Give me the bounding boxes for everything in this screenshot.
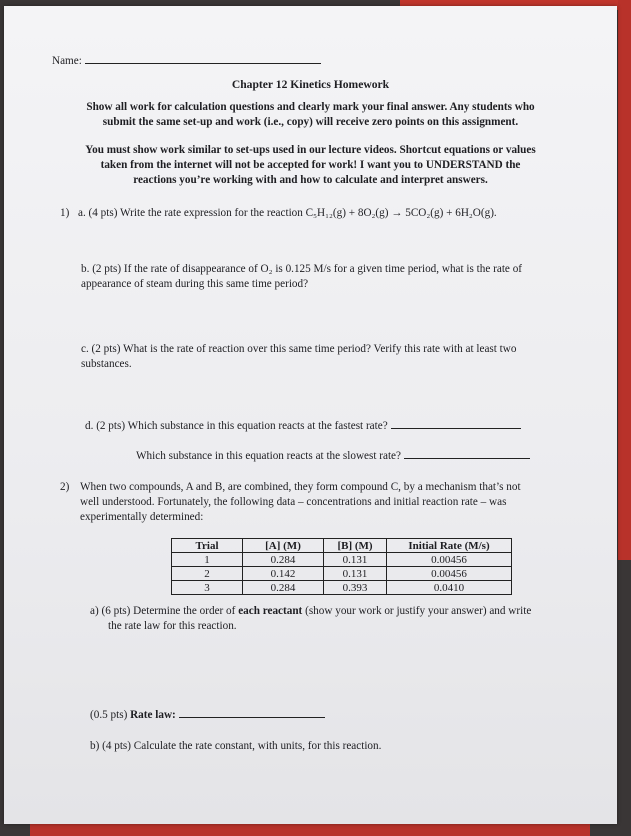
rate-law-points: (0.5 pts) (90, 709, 128, 721)
table-header: [B] (M) (324, 539, 387, 553)
q2a-prefix: a) (6 pts) Determine the order of (90, 605, 236, 617)
q1c-line1: c. (2 pts) What is the rate of reaction over this same time period? Verify this rate with at least two (81, 343, 517, 355)
q1d-fastest (85, 419, 521, 434)
table-cell: 0.142 (243, 567, 324, 581)
instructions-p2-line3: reactions you’re working with and how to calculate and interpret answers. (133, 174, 488, 186)
table-row (172, 581, 512, 595)
instructions-p2-line1: You must show work similar to set-ups used in our lecture videos. Shortcut equations or values (85, 144, 536, 156)
table-cell: 0.131 (324, 553, 387, 567)
background-red-edge-right (618, 0, 631, 560)
instructions-p1-line1: Show all work for calculation questions and clearly mark your final answer. Any students who (86, 101, 535, 113)
q2-number: 2) (60, 481, 70, 493)
rate-law-field (90, 708, 325, 723)
q1c-line2: substances. (81, 358, 132, 370)
table-cell: 0.284 (243, 553, 324, 567)
q2a-line1 (90, 604, 531, 619)
table-cell: 0.284 (243, 581, 324, 595)
table-header-row (172, 539, 512, 553)
table-cell: 2 (172, 567, 243, 581)
q1d-line2: Which substance in this equation reacts at the slowest rate? (136, 450, 401, 462)
q1-number: 1) (60, 207, 70, 219)
table-cell: 0.131 (324, 567, 387, 581)
q2a-suffix: (show your work or justify your answer) and write (305, 605, 532, 617)
q1b-line1: b. (2 pts) If the rate of disappearance of O₂ is 0.125 M/s for a given time period, what is the rate of (81, 263, 523, 275)
q1d-slowest (136, 449, 530, 464)
instructions-p2-line2: taken from the internet will not be accepted for work! I want you to UNDERSTAND the (100, 159, 521, 171)
q2-intro-line3: experimentally determined: (80, 511, 204, 523)
table-cell: 0.00456 (387, 553, 512, 567)
table-header: [A] (M) (243, 539, 324, 553)
table-cell: 3 (172, 581, 243, 595)
table-row (172, 567, 512, 581)
rate-law-blank[interactable] (179, 717, 325, 718)
kinetics-data-table (171, 538, 512, 595)
page-title: Chapter 12 Kinetics Homework (231, 78, 390, 91)
table-cell: 0.0410 (387, 581, 512, 595)
q2-intro-line1: When two compounds, A and B, are combined, they form compound C, by a mechanism that’s not (80, 481, 521, 493)
fastest-answer-blank[interactable] (391, 428, 521, 429)
q1d-line1: d. (2 pts) Which substance in this equation reacts at the fastest rate? (85, 420, 388, 432)
name-label: Name: (52, 55, 82, 67)
worksheet-page (4, 6, 617, 824)
name-blank[interactable] (85, 63, 321, 64)
table-cell: 0.00456 (387, 567, 512, 581)
table-cell: 1 (172, 553, 243, 567)
q2b-text: b) (4 pts) Calculate the rate constant, with units, for this reaction. (90, 740, 382, 752)
table-header: Trial (172, 539, 243, 553)
table-header: Initial Rate (M/s) (387, 539, 512, 553)
instructions-p1-line2: submit the same set-up and work (i.e., copy) will receive zero points on this assignment. (102, 116, 519, 128)
table-cell: 0.393 (324, 581, 387, 595)
name-field (52, 54, 321, 69)
rate-law-label: Rate law: (130, 709, 176, 721)
q2a-bold: each reactant (238, 605, 303, 617)
table-row (172, 553, 512, 567)
slowest-answer-blank[interactable] (404, 458, 530, 459)
q2a-line2: the rate law for this reaction. (108, 620, 237, 632)
q1b-line2: appearance of steam during this same time period? (81, 278, 309, 290)
q2-intro-line2: well understood. Fortunately, the following data – concentrations and initial reaction rate – was (80, 496, 507, 508)
q1a-text: a. (4 pts) Write the rate expression for the reaction C₅H₁₂(g) + 8O₂(g) → 5CO₂(g) + 6H₂O(g). (78, 207, 497, 219)
